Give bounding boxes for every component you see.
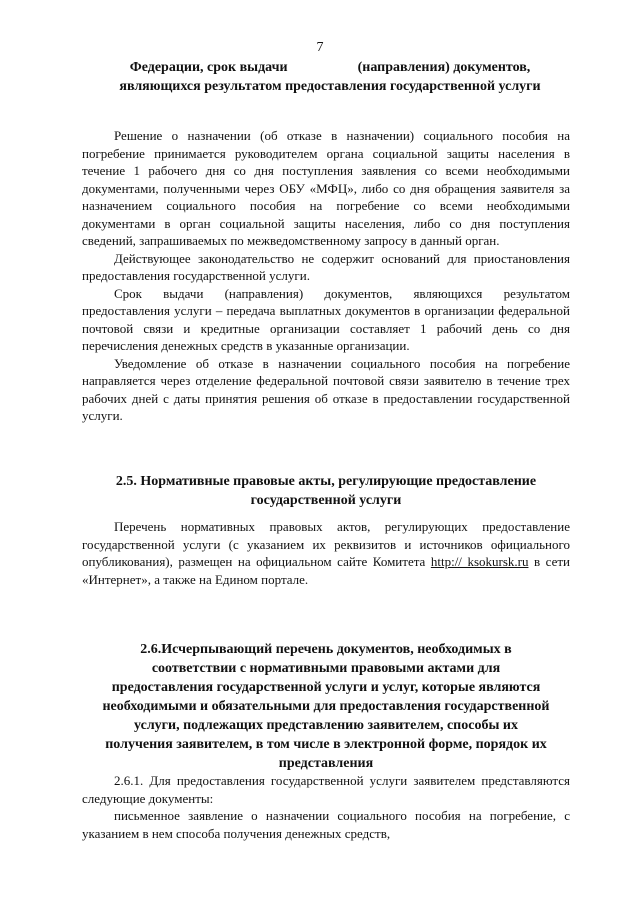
heading-line: государственной услуги [250,493,402,508]
paragraph-block [82,127,570,425]
heading-line: 2.6.Исчерпывающий перечень документов, необходимых в [140,642,512,657]
paragraph: 2.6.1. Для предоставления государственной услуги заявителем представляются следующие документы: [82,773,570,806]
section-title-2-6 [82,640,570,773]
heading-line: соответствии с нормативными правовыми актами для [151,661,501,676]
heading-line: 2.5. Нормативные правовые акты, регулирующие предоставление [115,474,537,489]
page-number: 7 [316,40,324,55]
paragraph-block [82,772,570,842]
section-heading-continued [80,58,580,96]
heading-line: являющихся результатом предоставления государственной услуги [119,79,541,94]
heading-line: услуги, подлежащих представлению заявителем, способы их [134,718,518,733]
paragraph-text: Перечень нормативных правовых актов, регулирующих предоставление государственной услуги (с указанием их реквизитов и источников официального опубликования), размещен на официальном сайте Комитета [82,519,570,569]
paragraph: Уведомление об отказе в назначении социального пособия на погребение направляется через отделение федеральной почтовой связи заявителю в течение трех рабочих дней с даты принятия решения об отказе в предоставлении государственной услуги. [82,355,570,423]
heading-line [80,58,580,77]
paragraph: Решение о назначении (об отказе в назначении) социального пособия на погребение принимается руководителем органа социальной защиты населения в течение 1 рабочего дня со дня поступления заявления со всеми необходимыми документами, полученными через ОБУ «МФЦ», либо со дня обращения заявителя за назначением социального пособия на погребение со всеми необходимыми документами в орган социальной защиты населения, либо со дня поступления сведений, запрашиваемых по межведомственному запросу в данный орган. [82,128,570,248]
paragraph [82,518,570,588]
website-link[interactable]: http:// ksokursk.ru [430,554,529,569]
paragraph: Срок выдачи (направления) документов, являющихся результатом предоставления услуги – передача выплатных документов в организации федеральной почтовой связи и кредитные организации составляет 1 рабочий день со дня перечисления денежных средств в указанные организации. [82,285,570,353]
heading-fragment: Федерации, срок выдачи [129,60,288,75]
section-title-2-5 [82,472,570,510]
paragraph: Действующее законодательство не содержит оснований для приостановления предоставления государственной услуги. [82,250,570,283]
paragraph: письменное заявление о назначении социального пособия на погребение, с указанием в нем способа получения денежных средств, [82,808,570,841]
heading-line: представления [278,756,374,771]
heading-line: необходимыми и обязательными для предоставления государственной [102,699,550,714]
heading-line: предоставления государственной услуги и услуг, которые являются [111,680,541,695]
paragraph-text: в сети «Интернет», а также на Едином портале. [82,554,570,587]
heading-line: получения заявителем, в том числе в электронной форме, порядок их [105,737,547,752]
heading-fragment: (направления) документов, [357,60,531,75]
paragraph-block [82,518,570,588]
